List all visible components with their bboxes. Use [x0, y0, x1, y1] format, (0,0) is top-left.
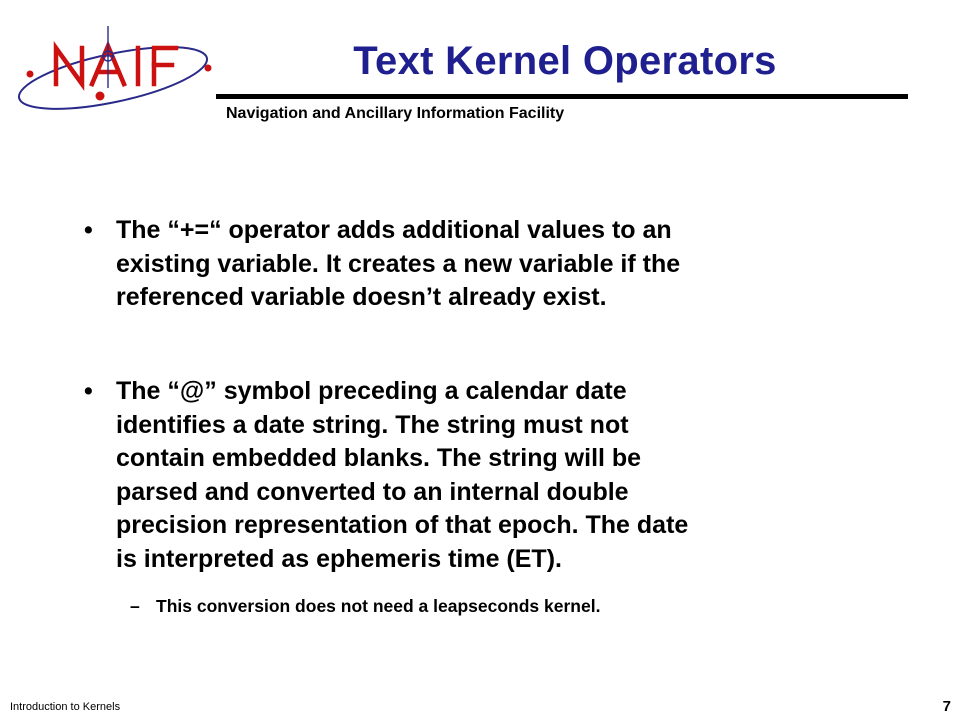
footer-course-title: Introduction to Kernels [10, 701, 121, 713]
bullet-line: precision representation of that epoch. The date [116, 511, 689, 540]
bullet-line: existing variable. It creates a new variable if the [116, 249, 681, 278]
page-title: Text Kernel Operators [353, 39, 777, 83]
bullet-line: referenced variable doesn’t already exist. [116, 283, 607, 312]
bullet-text [116, 214, 844, 315]
bullet-line: identifies a date string. The string must not [116, 410, 629, 439]
bullet-text [116, 375, 844, 577]
bullet-line: The “@” symbol preceding a calendar date [116, 377, 627, 405]
bullet-marker: • [84, 216, 93, 244]
bullet-marker: • [84, 377, 93, 405]
bullet-line: The “+=“ operator adds additional values to an [116, 216, 672, 244]
title-divider [216, 94, 908, 99]
bullet-line: is interpreted as ephemeris time (ET). [116, 544, 562, 573]
bullet-line: contain embedded blanks. The string will be [116, 444, 642, 473]
organization-subtitle: Navigation and Ancillary Information Facility [226, 105, 565, 122]
sub-bullet-marker: – [130, 596, 140, 616]
sub-bullet-text: This conversion does not need a leapseconds kernel. [156, 596, 601, 616]
naif-logo [8, 16, 218, 111]
bullet-item [84, 375, 844, 577]
bullet-line: parsed and converted to an internal double [116, 477, 629, 506]
bullet-item [84, 214, 844, 315]
page-number: 7 [942, 698, 951, 715]
sub-bullet-item [130, 594, 600, 618]
